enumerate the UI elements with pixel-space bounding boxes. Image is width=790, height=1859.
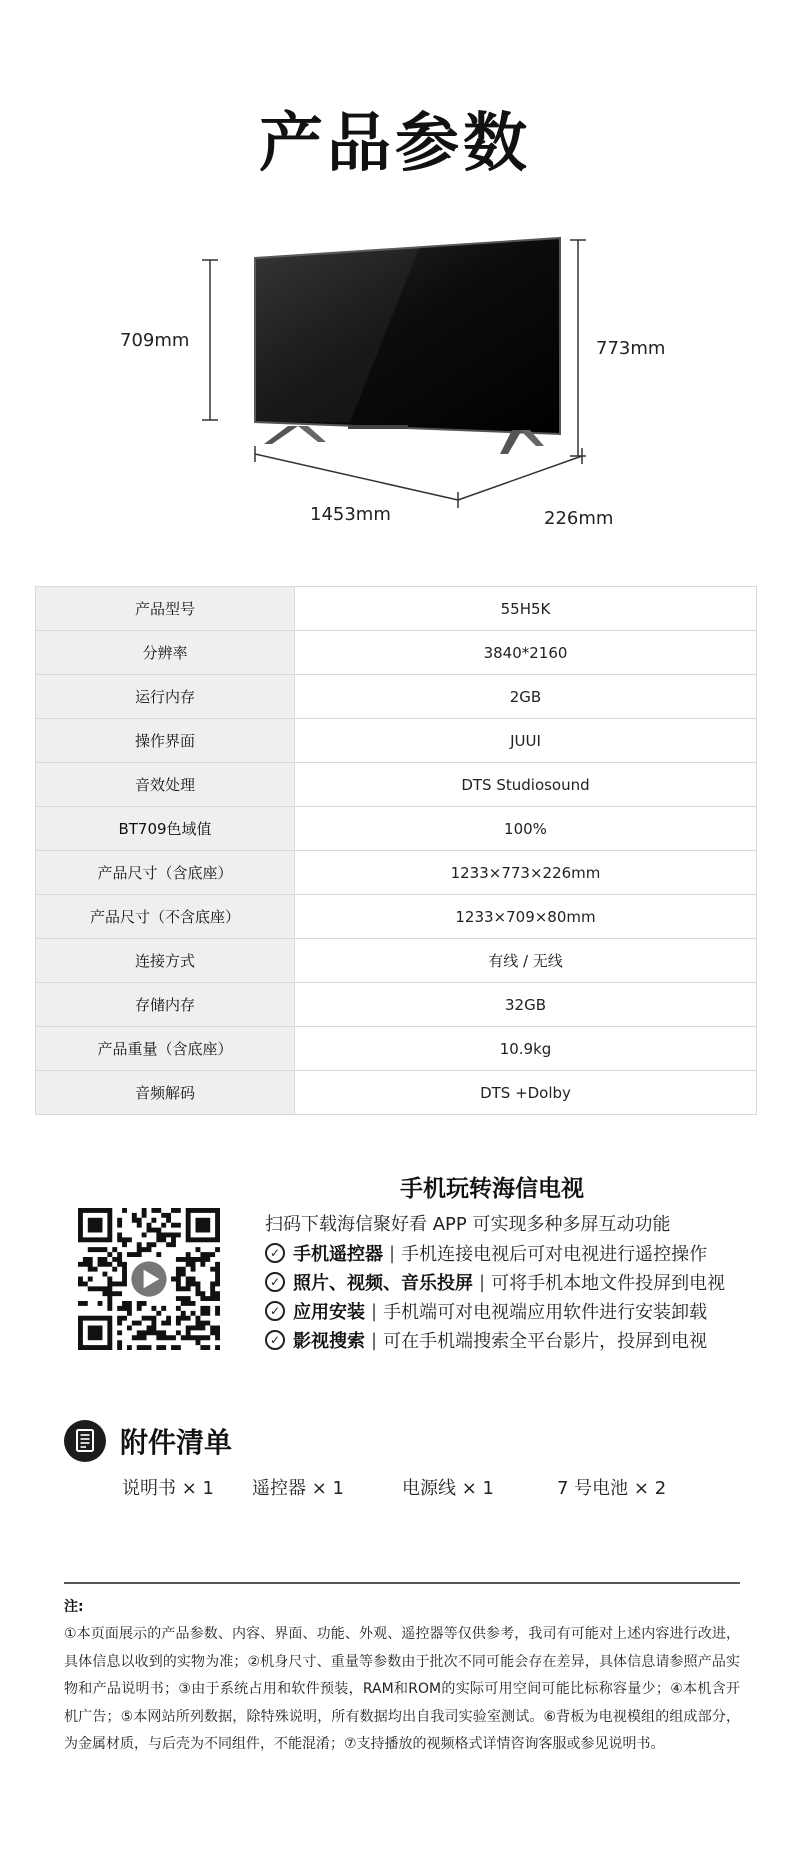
page-title: 产品参数 [259, 107, 531, 181]
feature-desc: 可将手机本地文件投屏到电视 [491, 1273, 726, 1294]
spec-label: 分辨率 [36, 631, 295, 675]
spec-label: 运行内存 [36, 675, 295, 719]
feature-search [265, 1327, 707, 1353]
app-intro: 扫码下载海信聚好看 APP 可实现多种多屏互动功能 [265, 1214, 671, 1235]
feature-separator: | [371, 1329, 378, 1351]
spec-value: 有线 / 无线 [295, 939, 757, 983]
check-circle-icon: ✓ [265, 1272, 285, 1292]
notes-text: ①本页面展示的产品参数、内容、界面、功能、外观、遥控器等仅供参考，我司有可能对上述内容进行改进，具体信息以收到的实物为准；②机身尺寸、重量等参数由于批次不同可能会存在差异，具体信息请参照产品实物和产品说明书；③由于系统占用和软件预装，RAM和ROM的实际可用空间可能比标称容量少；④本机含开机广告；⑤本网站所列数据，除特殊说明，所有数据均出自我司实验室测试。⑥背板为电视模组的组成部分，为金属材质，与后壳为不同组件，不能混淆；⑦支持播放的视频格式详情咨询客服或参见说明书。 [64, 1626, 740, 1752]
spec-value: 3840*2160 [295, 631, 757, 675]
spec-value: DTS +Dolby [295, 1071, 757, 1115]
table-row [36, 719, 757, 763]
spec-label: 产品型号 [36, 587, 295, 631]
check-circle-icon: ✓ [265, 1330, 285, 1350]
spec-value: 10.9kg [295, 1027, 757, 1071]
accessory-item: 遥控器 × 1 [252, 1478, 344, 1499]
spec-label: BT709色域值 [36, 807, 295, 851]
feature-remote [265, 1240, 707, 1266]
spec-table [35, 586, 757, 1115]
feature-name: 影视搜索 [293, 1331, 365, 1352]
spec-value: 55H5K [295, 587, 757, 631]
feature-install [265, 1298, 707, 1324]
table-row [36, 631, 757, 675]
width-label: 1453mm [310, 504, 391, 525]
table-row [36, 895, 757, 939]
spec-label: 产品尺寸（不含底座） [36, 895, 295, 939]
notes-label: 注: [64, 1599, 84, 1615]
spec-label: 操作界面 [36, 719, 295, 763]
spec-label: 音效处理 [36, 763, 295, 807]
spec-value: 1233×709×80mm [295, 895, 757, 939]
check-circle-icon: ✓ [265, 1243, 285, 1263]
table-row [36, 939, 757, 983]
table-row [36, 587, 757, 631]
table-row [36, 763, 757, 807]
spec-value: JUUI [295, 719, 757, 763]
spec-value: DTS Studiosound [295, 763, 757, 807]
accessory-item: 电源线 × 1 [402, 1478, 494, 1499]
spec-value: 32GB [295, 983, 757, 1027]
spec-label: 音频解码 [36, 1071, 295, 1115]
feature-desc: 手机端可对电视端应用软件进行安装卸载 [383, 1302, 708, 1323]
accessory-item: 7 号电池 × 2 [557, 1478, 667, 1499]
table-row [36, 675, 757, 719]
depth-label: 226mm [544, 508, 614, 529]
divider [64, 1582, 740, 1584]
table-row [36, 1027, 757, 1071]
height-no-base-label: 709mm [120, 330, 190, 351]
feature-separator: | [479, 1271, 486, 1293]
spec-value: 2GB [295, 675, 757, 719]
table-row [36, 983, 757, 1027]
feature-separator: | [371, 1300, 378, 1322]
spec-value: 100% [295, 807, 757, 851]
feature-name: 应用安装 [293, 1302, 365, 1323]
spec-label: 存储内存 [36, 983, 295, 1027]
feature-separator: | [389, 1242, 396, 1264]
feature-cast [265, 1269, 725, 1295]
accessory-item: 说明书 × 1 [122, 1478, 214, 1499]
feature-name: 照片、视频、音乐投屏 [293, 1273, 473, 1294]
document-list-icon [64, 1420, 106, 1462]
height-with-base-label: 773mm [596, 338, 666, 359]
spec-value: 1233×773×226mm [295, 851, 757, 895]
check-circle-icon: ✓ [265, 1301, 285, 1321]
table-row [36, 851, 757, 895]
table-row [36, 807, 757, 851]
tv-illustration [120, 220, 680, 520]
app-section-title: 手机玩转海信电视 [400, 1176, 584, 1202]
accessories-title: 附件清单 [120, 1426, 233, 1459]
table-row [36, 1071, 757, 1115]
spec-label: 连接方式 [36, 939, 295, 983]
spec-label: 产品尺寸（含底座） [36, 851, 295, 895]
feature-desc: 可在手机端搜索全平台影片，投屏到电视 [383, 1331, 708, 1352]
feature-name: 手机遥控器 [293, 1244, 383, 1265]
feature-desc: 手机连接电视后可对电视进行遥控操作 [401, 1244, 708, 1265]
qr-code-icon [78, 1208, 220, 1350]
tv-dimension-diagram [120, 220, 680, 529]
spec-label: 产品重量（含底座） [36, 1027, 295, 1071]
